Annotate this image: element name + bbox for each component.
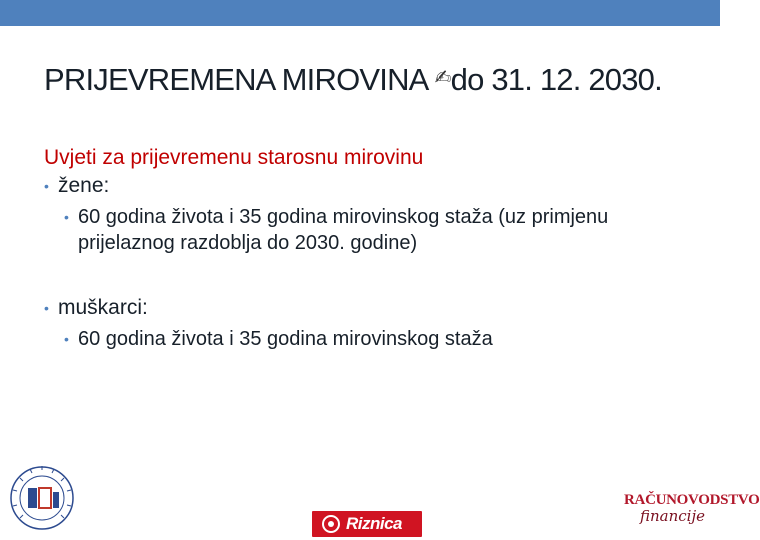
men-detail: 60 godina života i 35 godina mirovinskog staža: [78, 328, 493, 350]
logo-line1: RAČUNOVODSTVO: [624, 492, 760, 508]
women-detail: 60 godina života i 35 godina mirovinskog staža (uz primjenu prijelaznog razdoblja do 2030. godine): [78, 206, 609, 254]
racunovodstvo-financije-logo: [624, 492, 760, 536]
slide-title: [44, 62, 704, 98]
title-date: do 31. 12. 2030.: [450, 62, 662, 97]
logo-line2: financije: [640, 507, 705, 525]
slide-body: [44, 144, 694, 352]
bullet-icon: •: [64, 209, 69, 225]
women-label: žene:: [58, 174, 110, 197]
list-item-men: [44, 294, 694, 322]
riznica-logo: [312, 511, 422, 537]
bullet-icon: •: [44, 178, 49, 194]
list-item-women: [44, 172, 694, 200]
list-item-men-detail: [44, 326, 694, 352]
conditions-heading: Uvjeti za prijevremenu starosnu mirovinu: [44, 146, 424, 169]
top-accent-bar: [0, 0, 720, 26]
bullet-icon: •: [44, 300, 49, 316]
association-seal-logo: [6, 460, 76, 532]
riznica-logo-text: Riznica: [346, 514, 403, 533]
list-item-women-detail: [44, 204, 694, 256]
title-text: PRIJEVREMENA MIROVINA: [44, 62, 435, 97]
riznica-mark-icon: [322, 515, 340, 533]
bullet-icon: •: [64, 331, 69, 347]
writing-hand-icon: ✍: [434, 65, 451, 89]
men-label: muškarci:: [58, 296, 148, 319]
